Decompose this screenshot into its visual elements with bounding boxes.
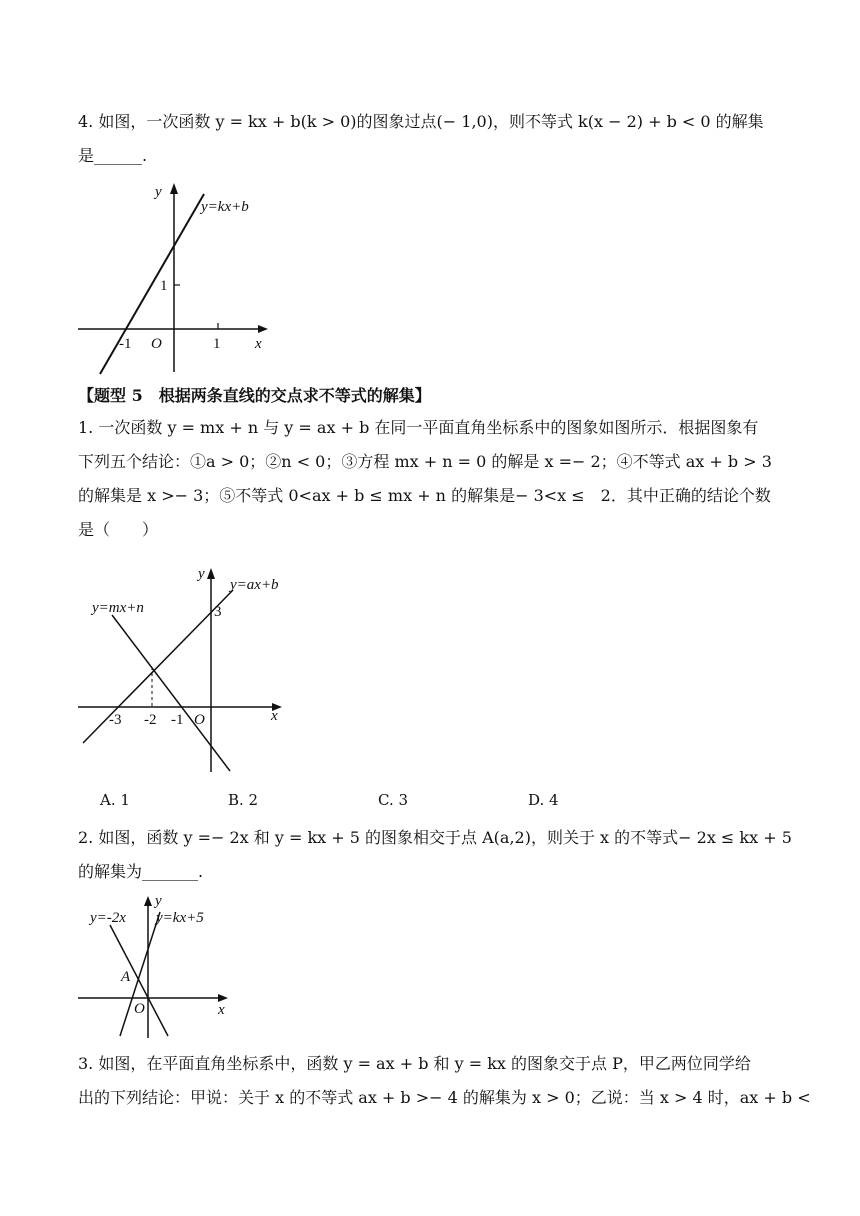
y-axis-arrow: [144, 896, 152, 906]
line-label-kx-plus-5: y=kx+5: [156, 910, 204, 926]
point-a-label: A: [121, 969, 131, 985]
line-label: y=kx+b: [201, 199, 249, 215]
question-3-line-2: 出的下列结论：甲说：关于 x 的不等式 ax + b >− 4 的解集为 x > 0；乙说：当 x > 4 时，ax + b <: [78, 1088, 811, 1107]
line-label-mx-plus-n: y=mx+n: [92, 600, 144, 616]
line-mx-plus-n: [112, 615, 230, 771]
line-neg2x: [110, 925, 168, 1036]
section-heading: 【题型 5 根据两条直线的交点求不等式的解集】: [78, 386, 431, 405]
y-axis-label: y: [198, 566, 205, 582]
question-1-line-2: 下列五个结论：①a > 0；②n < 0；③方程 mx + n = 0 的解是 x =− 2；④不等式 ax + b > 3: [78, 452, 772, 471]
x-axis-arrow: [218, 994, 228, 1002]
y-axis-label: y: [155, 893, 162, 909]
question-4-line-2: 是______.: [78, 146, 148, 165]
option-b: B. 2: [228, 791, 259, 809]
question-2-line-2: 的解集为_______.: [78, 862, 204, 881]
figure-q1-graph: [75, 560, 305, 780]
x-axis-label: x: [271, 708, 278, 724]
x-axis-label: x: [255, 336, 262, 352]
y-axis-arrow: [170, 183, 178, 194]
line-label-neg2x: y=-2x: [90, 910, 126, 926]
question-1-line-3: 的解集是 x >− 3；⑤不等式 0<ax + b ≤ mx + n 的解集是− 3<x ≤ 2．其中正确的结论个数: [78, 486, 771, 505]
option-c: C. 3: [378, 791, 409, 809]
tick-label-x-neg1: -1: [119, 336, 132, 352]
option-a: A. 1: [100, 791, 130, 809]
option-d: D. 4: [528, 791, 559, 809]
y-axis-arrow: [207, 568, 215, 579]
figure-q2-graph: [75, 890, 235, 1040]
x-axis-label: x: [218, 1002, 225, 1018]
line-label-ax-plus-b: y=ax+b: [230, 577, 279, 593]
origin-label: O: [134, 1001, 145, 1017]
tick-label-y-3: 3: [214, 604, 222, 620]
question-3-line-1: 3. 如图，在平面直角坐标系中，函数 y = ax + b 和 y = kx 的图象交于点 P，甲乙两位同学给: [78, 1054, 751, 1073]
tick-label-x-neg3: -3: [109, 712, 122, 728]
x-axis-arrow: [258, 325, 268, 333]
tick-label-x-neg1: -1: [171, 712, 184, 728]
question-2-line-1: 2. 如图，函数 y =− 2x 和 y = kx + 5 的图象相交于点 A(a,2)，则关于 x 的不等式− 2x ≤ kx + 5: [78, 828, 792, 847]
tick-label-x-1: 1: [213, 336, 221, 352]
y-axis-label: y: [155, 184, 162, 200]
question-1-line-1: 1. 一次函数 y = mx + n 与 y = ax + b 在同一平面直角坐标系中的图象如图所示．根据图象有: [78, 418, 759, 437]
figure-q4-graph: [75, 180, 275, 380]
origin-label: O: [151, 336, 162, 352]
origin-label: O: [194, 712, 205, 728]
tick-label-y-1: 1: [160, 278, 168, 294]
tick-label-x-neg2: -2: [144, 712, 157, 728]
question-1-line-4: 是（ ）: [78, 520, 159, 539]
question-4-line-1: 4. 如图，一次函数 y = kx + b(k > 0)的图象过点(− 1,0)，则不等式 k(x − 2) + b < 0 的解集: [78, 112, 764, 131]
